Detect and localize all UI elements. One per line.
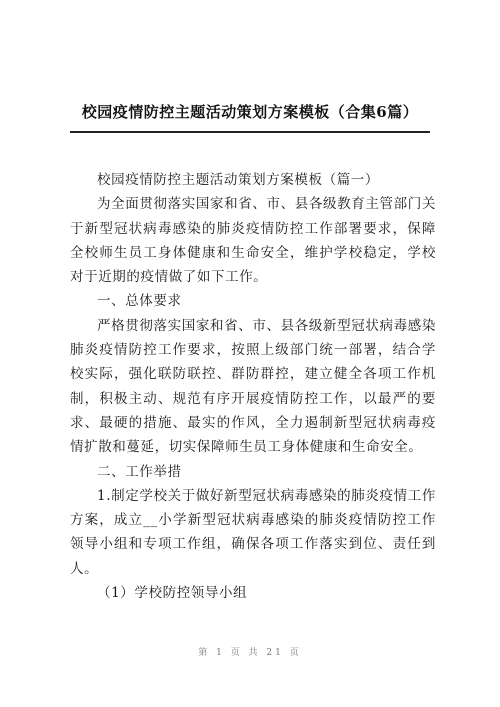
section-heading: 二、工作举措 [97,463,182,480]
section-title: 校园疫情防控主题活动策划方案模板（篇一） [97,172,379,188]
paragraph: 严格贯彻落实国家和省、市、县各级新型冠状病毒感染肺炎疫情防控工作要求，按照上级部门统一部署，结合学校实际，强化联防联控、群防群控，建立健全各项工作机制，积极主动、规范有序开展疫情防控工作，以最严的要求、最硬的措施、最实的作风，全力遏制新型冠状病毒疫情扩散和蔓延，切实保障师生员工身体健康和生命安全。 [70,317,436,456]
document-title: 校园疫情防控主题活动策划方案模板（合集6篇） [81,103,419,121]
section-heading: 一、总体要求 [97,293,182,310]
paragraph: 为全面贯彻落实国家和省、市、县各级教育主管部门关于新型冠状病毒感染的肺炎疫情防控工作部署要求，保障全校师生员工身体健康和生命安全，维护学校稳定，学校对于近期的疫情做了如下工作。 [70,196,436,286]
page-footer: 第 1 页 共 21 页 [198,648,302,658]
paragraph: 1.制定学校关于做好新型冠状病毒感染的肺炎疫情工作方案，成立__小学新型冠状病毒感染的肺炎疫情防控工作领导小组和专项工作组，确保各项工作落实到位、责任到人。 [70,487,436,577]
subsection-heading: （1）学校防控领导小组 [97,585,248,602]
document-body [70,168,436,605]
title-divider [70,131,430,133]
